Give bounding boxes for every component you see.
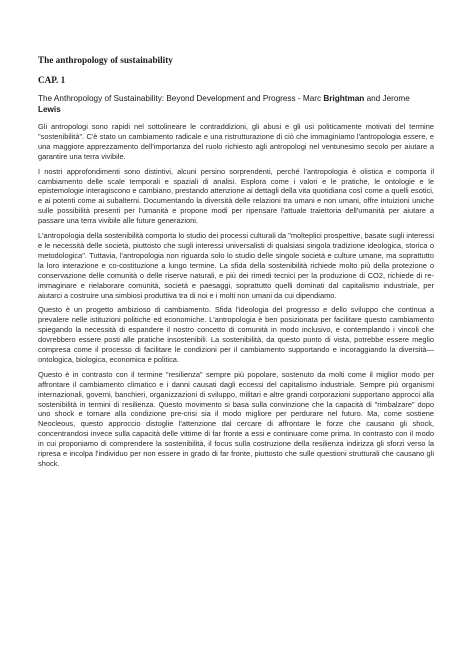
paragraph-5: Questo è in contrasto con il termine "resilienza" sempre più popolare, sostenuto da molti come il miglior modo per affrontare il cambiamento climatico e i danni causati dagli eccessi del capitalismo industriale. Sempre più organismi internazionali, governi, banchieri, organizzazioni di sviluppo, militari e altre grandi corporazioni supportano approcci alla sostenibilità in termini di resilienza. Questo movimento si basa sulla convinzione che la capacità di "rimbalzare" dopo uno shock e tornare alla condizione pre-crisi sia il modo migliore per perdurare nel futuro. Ma, come sostiene Neocleous, questo approccio distoglie l'attenzione dal cercare di affrontare le forze che causano gli shock, concentrandosi invece sulla capacità delle vittime di far fronte a essi e continuare come prima. In contrasto con il modo in cui proponiamo di comprendere la sostenibilità, il focus sulla costruzione della resilienza indirizza gli sforzi verso la ripresa e incolpa l'individuo per non essere in grado di far fronte, piuttosto che sulle questioni strutturali che causano gli shock.: [38, 369, 434, 468]
book-reference-text: The Anthropology of Sustainability: Beyond Development and Progress - Marc: [38, 94, 324, 103]
document-title: The anthropology of sustainability: [38, 55, 173, 65]
paragraph-2: I nostri approfondimenti sono distintivi, alcuni persino sorprendenti, perché l'antropologia è olistica e comporta il cambiamento delle scale temporali e spaziali di analisi. Esplora come i valori e le pratiche, le ontologie e le epistemologie interagiscono e cambiano, prestando attenzione ai dettagli della vita quotidiana così come a quelli esotici, e ai potenti come ai subalterni. Documentando la diversità delle relazioni tra umani e non umani, offre intuizioni uniche sulle possibilità presenti per l'umanità e propone modi per ripensare l'attuale traiettoria dell'umanità per aiutare a passare una terra vivibile alle future generazioni.: [38, 166, 434, 226]
paragraph-4: Questo è un progetto ambizioso di cambiamento. Sfida l'ideologia del progresso e dello sviluppo che continua a prevalere nelle istituzioni politiche ed economiche. L'antropologia è ben posizionata per facilitare questo cambiamento spiegando la necessità di espandere il nostro concetto di comunità in modo inclusivo, e contemplando i vincoli che dovrebbero essere posti alle pratiche insostenibili. La sostenibilità, da questo punto di vista, potrebbe essere meglio compresa come il processo di facilitare le condizioni per il cambiamento supportando e incoraggiando la diversità—ontologica, biologica, economica e politica.: [38, 305, 434, 364]
chapter-heading: CAP. 1: [38, 75, 66, 85]
book-reference: [38, 93, 434, 115]
paragraph-3: L'antropologia della sostenibilità comporta lo studio dei processi culturali da "molteplici prospettive, basate sugli interessi e le necessità delle società, piuttosto che sugli interessi universalisti di qualsiasi singola tradizione ideologica, storica o metodologica". Tuttavia, l'antropologia non riguarda solo lo studio delle singole società e culture umane, ma soprattutto la loro interazione e co-costituzione a lungo termine. La sfida della sostenibilità richiede molto più della protezione o conservazione delle comunità o delle riserve naturali, e più dei rimedi tecnici per la produzione di CO2, richiede di re-immaginare e rielaborare comunità, società e paesaggi, soprattutto quelli dominati dal capitalismo industriale, per aiutarci a costruire una simbiosi produttiva tra di noi e i molti non umani da cui dipendiamo.: [38, 231, 434, 300]
book-reference-connector: and Jerome: [364, 94, 410, 103]
author-brightman: Brightman: [323, 94, 365, 103]
paragraph-1: Gli antropologi sono rapidi nel sottolineare le contraddizioni, gli abusi e gli usi politicamente motivati del termine "sostenibilità". C'è stato un cambiamento radicale e una ristrutturazione di ciò che immaginiamo l'antropologia essere, e una maggiore apprezzamento dell'importanza del ruolo richiesto agli antropologi nel ventunesimo secolo per aiutare a garantire una terra vivibile.: [38, 122, 434, 161]
author-lewis: Lewis: [38, 105, 61, 114]
